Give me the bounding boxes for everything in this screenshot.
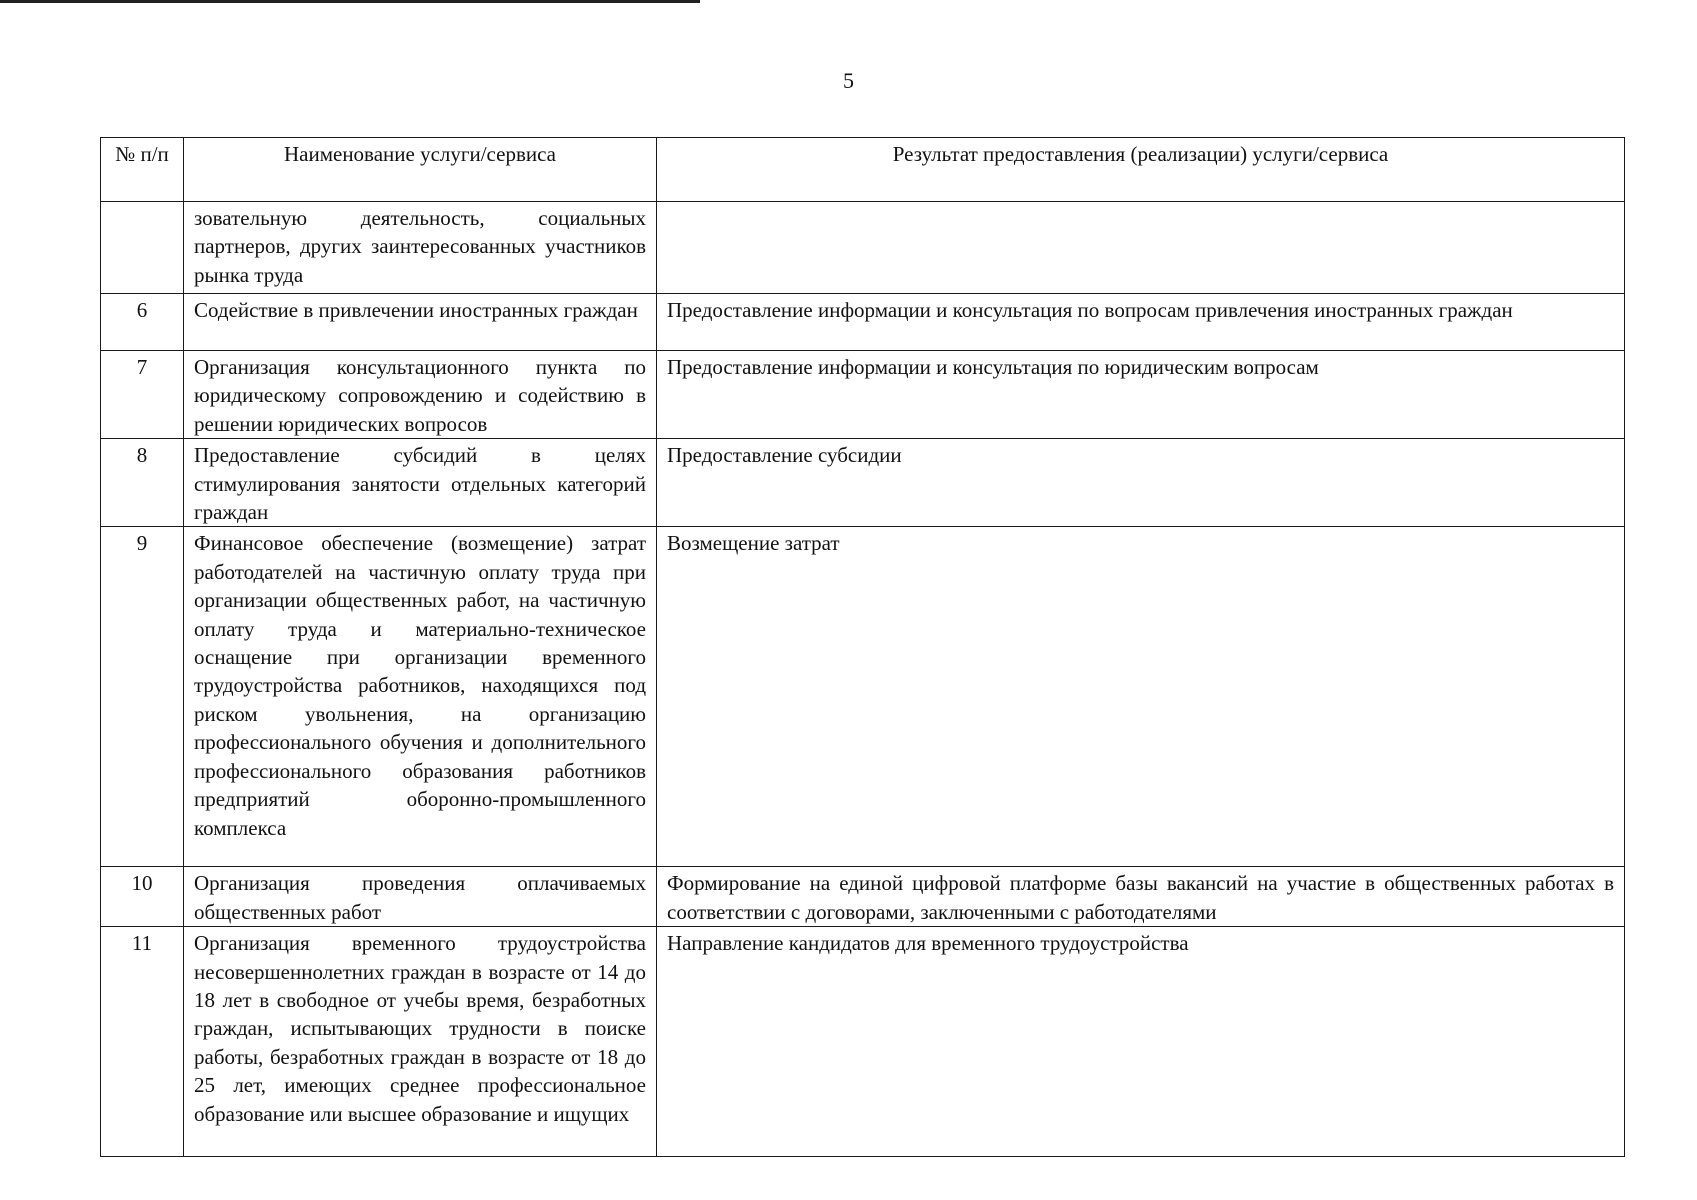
table-row <box>101 202 1625 294</box>
table-row <box>101 867 1625 927</box>
header-number: № п/п <box>101 138 184 202</box>
row-number <box>101 202 184 294</box>
table-row <box>101 351 1625 439</box>
table-row <box>101 527 1625 867</box>
row-number: 11 <box>101 927 184 1157</box>
row-result: Направление кандидатов для временного трудоустройства <box>657 927 1625 1157</box>
table-row <box>101 927 1625 1157</box>
row-number: 7 <box>101 351 184 439</box>
row-service-name: Содействие в привлечении иностранных граждан <box>184 294 657 351</box>
row-service-name: Организация проведения оплачиваемых общественных работ <box>184 867 657 927</box>
table-header-row <box>101 138 1625 202</box>
row-service-name: Финансовое обеспечение (возмещение) затрат работодателей на частичную оплату труда при организации общественных работ, на частичную оплату труда и материально-техническое оснащение при организации временного трудоустройства работников, находящихся под риском увольнения, на организацию профессионального обучения и дополнительного профессионального образования работников предприятий оборонно-промышленного комплекса <box>184 527 657 867</box>
row-service-name: Организация консультационного пункта по юридическому сопровождению и содействию в решении юридических вопросов <box>184 351 657 439</box>
row-result: Возмещение затрат <box>657 527 1625 867</box>
row-result: Формирование на единой цифровой платформе базы вакансий на участие в общественных работах в соответствии с договорами, заключенными с работодателями <box>657 867 1625 927</box>
row-service-name: зовательную деятельность, социальных партнеров, других заинтересованных участников рынка труда <box>184 202 657 294</box>
table-row <box>101 294 1625 351</box>
row-result: Предоставление субсидии <box>657 439 1625 527</box>
row-result: Предоставление информации и консультация по юридическим вопросам <box>657 351 1625 439</box>
row-number: 8 <box>101 439 184 527</box>
header-result: Результат предоставления (реализации) услуги/сервиса <box>657 138 1625 202</box>
row-number: 10 <box>101 867 184 927</box>
table-row <box>101 439 1625 527</box>
scan-edge-line <box>0 0 700 3</box>
row-number: 9 <box>101 527 184 867</box>
row-result <box>657 202 1625 294</box>
row-service-name: Предоставление субсидий в целях стимулирования занятости отдельных категорий граждан <box>184 439 657 527</box>
row-number: 6 <box>101 294 184 351</box>
row-service-name: Организация временного трудоустройства несовершеннолетних граждан в возрасте от 14 до 18 лет в свободное от учебы время, безработных граждан, испытывающих трудности в поиске работы, безработных граждан в возрасте от 18 до 25 лет, имеющих среднее профессиональное образование или высшее образование и ищущих <box>184 927 657 1157</box>
header-service-name: Наименование услуги/сервиса <box>184 138 657 202</box>
services-table <box>100 137 1625 1157</box>
row-result: Предоставление информации и консультация по вопросам привлечения иностранных граждан <box>657 294 1625 351</box>
page-number: 5 <box>843 68 854 93</box>
